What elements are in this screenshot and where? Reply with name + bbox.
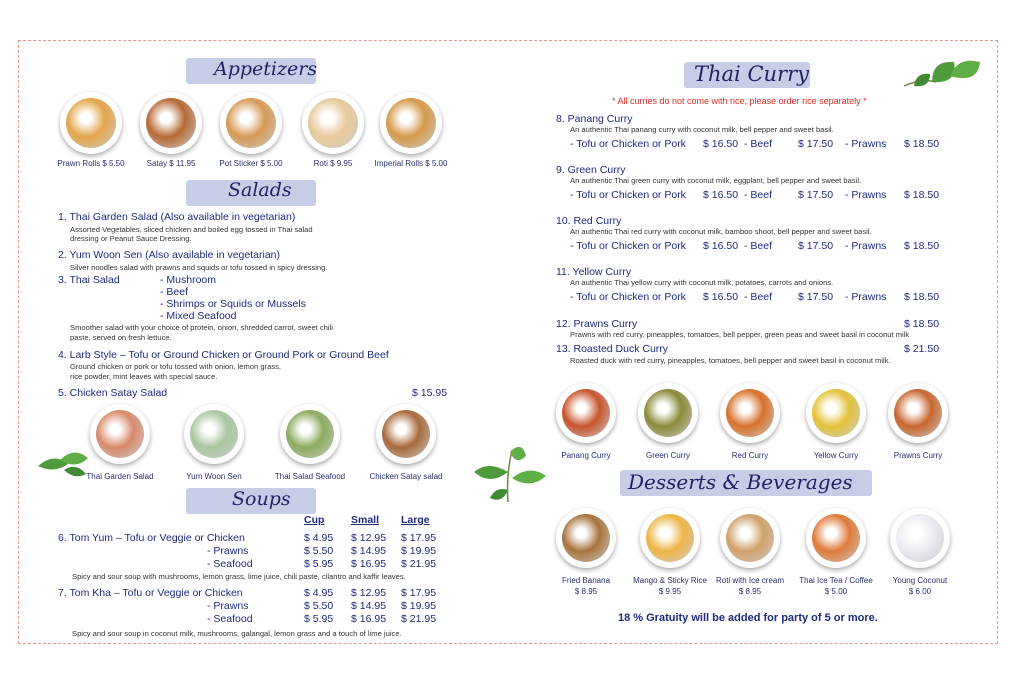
soup-large-price: $ 17.95 <box>401 532 437 544</box>
curry-photo-label: Red Curry <box>731 451 769 460</box>
gratuity-note: 18 % Gratuity will be added for party of 5 or more. <box>618 612 878 624</box>
curry-photo-label: Prawns Curry <box>893 451 943 460</box>
salad-photo-label: Yum Woon Sen <box>186 472 242 481</box>
salad-3-title: 3. Thai Salad <box>58 274 120 286</box>
salad-3-option: - Beef <box>160 286 189 298</box>
soup-row-name: 6. Tom Yum – Tofu or Veggie or Chicken <box>58 532 245 544</box>
curry-option-prawns: - Prawns <box>845 240 887 252</box>
appetizer-photo <box>140 92 202 154</box>
salad-3-option: - Mixed Seafood <box>160 310 237 322</box>
soup-large-price: $ 21.95 <box>401 613 437 625</box>
dessert-photo <box>806 508 866 568</box>
curry-price-tofu: $ 16.50 <box>703 240 739 252</box>
soup-large-price: $ 17.95 <box>401 587 437 599</box>
curry-price-prawns: $ 18.50 <box>904 291 940 303</box>
soup-header-small: Small <box>351 514 380 526</box>
salad-5-price: $ 15.95 <box>412 387 448 399</box>
appetizer-photo-food <box>146 98 196 148</box>
salad-photo-label: Chicken Satay salad <box>369 472 443 481</box>
soup-header-cup: Cup <box>304 514 325 526</box>
appetizers-heading: Appetizers <box>214 58 318 80</box>
soup-large-price: $ 19.95 <box>401 545 437 557</box>
curry-option-tofu: - Tofu or Chicken or Pork <box>570 189 686 201</box>
soup-row-name: 7. Tom Kha – Tofu or Veggie or Chicken <box>58 587 243 599</box>
curry-title: 9. Green Curry <box>556 164 626 176</box>
dessert-label: Thai Ice Tea / Coffee <box>799 576 873 585</box>
soup-row-name: - Seafood <box>207 558 253 570</box>
dessert-price: $ 9.95 <box>658 587 682 596</box>
soup-small-price: $ 16.95 <box>351 613 387 625</box>
appetizer-photo-food <box>308 98 358 148</box>
appetizer-label: Prawn Rolls $ 5.50 <box>57 159 125 168</box>
curry-price-prawns: $ 18.50 <box>904 189 940 201</box>
salad-photo <box>280 404 340 464</box>
duck-curry-title: 13. Roasted Duck Curry <box>556 343 669 355</box>
dessert-photo-food <box>726 514 774 562</box>
soup-cup-price: $ 5.95 <box>304 558 334 570</box>
salads-heading: Salads <box>228 179 292 201</box>
salad-photo-food <box>96 410 144 458</box>
curry-option-prawns: - Prawns <box>845 138 887 150</box>
curry-photo <box>638 383 698 443</box>
salad-photo-food <box>286 410 334 458</box>
appetizer-photo <box>380 92 442 154</box>
curry-price-tofu: $ 16.50 <box>703 189 739 201</box>
salad-2-desc: Silver noodles salad with prawns and squids or tofu tossed in spicy dressing. <box>70 263 328 272</box>
salad-photo-label: Thai Garden Salad <box>86 472 154 481</box>
salad-5-title: 5. Chicken Satay Salad <box>58 387 168 399</box>
dessert-price: $ 8.95 <box>738 587 762 596</box>
curry-photo-food <box>644 389 692 437</box>
salad-3-option: - Mushroom <box>160 274 217 286</box>
curry-title: 8. Panang Curry <box>556 113 633 125</box>
curry-price-tofu: $ 16.50 <box>703 138 739 150</box>
prawns-curry-price: $ 18.50 <box>904 318 940 330</box>
curry-price-beef: $ 17.50 <box>798 189 834 201</box>
curry-desc: An authentic Thai panang curry with coconut milk, bell pepper and sweet basil. <box>570 125 834 134</box>
salad-photo-food <box>190 410 238 458</box>
prawns-curry-desc: Prawns with red curry, pineapples, tomatoes, bell pepper, green peas and sweet basil in coconut milk <box>570 330 910 339</box>
soup-small-price: $ 12.95 <box>351 587 387 599</box>
curry-photo-label: Green Curry <box>645 451 690 460</box>
soup-cup-price: $ 5.50 <box>304 545 334 557</box>
dessert-price: $ 5.00 <box>824 587 848 596</box>
curry-desc: An authentic Thai green curry with coconut milk, eggplant, bell pepper and sweet basil. <box>570 176 862 185</box>
curry-option-prawns: - Prawns <box>845 291 887 303</box>
curry-price-prawns: $ 18.50 <box>904 240 940 252</box>
salad-3-desc: Smoother salad with your choice of protein, onion, shredded carrot, sweet chili <box>70 323 333 332</box>
curry-rice-note: * All curries do not come with rice, please order rice separately * <box>612 96 867 106</box>
curry-price-beef: $ 17.50 <box>798 138 834 150</box>
curry-photo-food <box>562 389 610 437</box>
curry-desc: An authentic Thai yellow curry with coconut milk, potatoes, carrots and onions. <box>570 278 834 287</box>
curry-option-beef: - Beef <box>744 189 773 201</box>
dessert-label: Roti with Ice cream <box>715 576 785 585</box>
dessert-label: Young Coconut <box>892 576 948 585</box>
soup-header-large: Large <box>401 514 430 526</box>
salad-photo <box>376 404 436 464</box>
curry-photo-label: Panang Curry <box>561 451 611 460</box>
curry-option-tofu: - Tofu or Chicken or Pork <box>570 138 686 150</box>
appetizer-photo-food <box>226 98 276 148</box>
soup-row-name: - Prawns <box>207 545 249 557</box>
dessert-photo-food <box>896 514 944 562</box>
soup-small-price: $ 12.95 <box>351 532 387 544</box>
curry-photo <box>720 383 780 443</box>
soup-large-price: $ 21.95 <box>401 558 437 570</box>
appetizer-photo <box>220 92 282 154</box>
soup-cup-price: $ 4.95 <box>304 587 334 599</box>
soup-cup-price: $ 5.95 <box>304 613 334 625</box>
soups-heading: Soups <box>232 488 291 510</box>
appetizer-label: Imperial Rolls $ 5.00 <box>374 159 448 168</box>
curry-photo-food <box>726 389 774 437</box>
dessert-price: $ 8.95 <box>574 587 598 596</box>
soup-cup-price: $ 4.95 <box>304 532 334 544</box>
appetizer-photo <box>60 92 122 154</box>
prawns-curry-title: 12. Prawns Curry <box>556 318 638 330</box>
curry-photo <box>556 383 616 443</box>
curry-option-beef: - Beef <box>744 291 773 303</box>
curry-photo <box>888 383 948 443</box>
desserts-heading: Desserts & Beverages <box>628 470 853 494</box>
thai-curry-heading: Thai Curry <box>694 62 809 86</box>
curry-price-tofu: $ 16.50 <box>703 291 739 303</box>
curry-price-beef: $ 17.50 <box>798 291 834 303</box>
basil-leaf-icon <box>902 56 984 92</box>
appetizer-label: Satay $ 11.95 <box>146 159 196 168</box>
salad-4-title: 4. Larb Style – Tofu or Ground Chicken or Ground Pork or Ground Beef <box>58 349 389 361</box>
salad-1-desc: Assorted Vegetables, sliced chicken and boiled egg tossed in Thai salad <box>70 225 313 234</box>
salad-photo <box>184 404 244 464</box>
soup-row-name: - Seafood <box>207 613 253 625</box>
appetizer-photo-food <box>66 98 116 148</box>
appetizer-label: Pot Sticker $ 5.00 <box>219 159 283 168</box>
appetizer-photo <box>302 92 364 154</box>
appetizer-label: Roti $ 9.95 <box>313 159 353 168</box>
salad-photo <box>90 404 150 464</box>
curry-photo-food <box>812 389 860 437</box>
dessert-price: $ 6.00 <box>908 587 932 596</box>
curry-option-beef: - Beef <box>744 240 773 252</box>
salad-2-title: 2. Yum Woon Sen (Also available in vegetarian) <box>58 249 280 261</box>
soup-row-name: - Prawns <box>207 600 249 612</box>
soup-cup-price: $ 5.50 <box>304 600 334 612</box>
soup-large-price: $ 19.95 <box>401 600 437 612</box>
dessert-photo-food <box>646 514 694 562</box>
curry-title: 10. Red Curry <box>556 215 622 227</box>
dessert-photo-food <box>812 514 860 562</box>
curry-option-beef: - Beef <box>744 138 773 150</box>
dessert-photo-food <box>562 514 610 562</box>
dessert-label: Fried Banana <box>561 576 611 585</box>
dessert-label: Mango & Sticky Rice <box>633 576 707 585</box>
curry-option-prawns: - Prawns <box>845 189 887 201</box>
salad-4-desc: rice powder, mint leaves with special sauce. <box>70 372 218 381</box>
curry-photo-label: Yellow Curry <box>813 451 859 460</box>
tom-yum-desc: Spicy and sour soup with mushrooms, lemon grass, lime juice, chili paste, cilantro and kaffir leaves. <box>72 572 406 581</box>
tom-kha-desc: Spicy and sour soup in coconut milk, mushrooms, galangal, lemon grass and a touch of lime juice. <box>72 629 402 638</box>
soup-small-price: $ 16.95 <box>351 558 387 570</box>
curry-desc: An authentic Thai red curry with coconut milk, bamboo shoot, bell pepper and sweet basil. <box>570 227 872 236</box>
curry-photo-food <box>894 389 942 437</box>
salad-1-title: 1. Thai Garden Salad (Also available in vegetarian) <box>58 211 296 223</box>
salad-photo-food <box>382 410 430 458</box>
salad-4-desc: Ground chicken or pork or tofu tossed with onion, lemon grass, <box>70 362 282 371</box>
dessert-photo <box>640 508 700 568</box>
appetizer-photo-food <box>386 98 436 148</box>
duck-curry-desc: Roasted duck with red curry, pineapples, tomatoes, bell pepper and sweet basil in coconut milk. <box>570 356 891 365</box>
dessert-photo <box>890 508 950 568</box>
salad-photo-label: Thai Salad Seafood <box>274 472 346 481</box>
soup-small-price: $ 14.95 <box>351 545 387 557</box>
curry-option-tofu: - Tofu or Chicken or Pork <box>570 240 686 252</box>
salad-3-desc: paste, served on fresh lettuce. <box>70 333 172 342</box>
salad-3-option: - Shrimps or Squids or Mussels <box>160 298 306 310</box>
curry-title: 11. Yellow Curry <box>556 266 632 278</box>
dessert-photo <box>556 508 616 568</box>
dessert-photo <box>720 508 780 568</box>
curry-price-beef: $ 17.50 <box>798 240 834 252</box>
curry-price-prawns: $ 18.50 <box>904 138 940 150</box>
salad-1-desc: dressing or Peanut Sauce Dressing. <box>70 234 192 243</box>
soup-small-price: $ 14.95 <box>351 600 387 612</box>
duck-curry-price: $ 21.50 <box>904 343 940 355</box>
curry-option-tofu: - Tofu or Chicken or Pork <box>570 291 686 303</box>
curry-photo <box>806 383 866 443</box>
